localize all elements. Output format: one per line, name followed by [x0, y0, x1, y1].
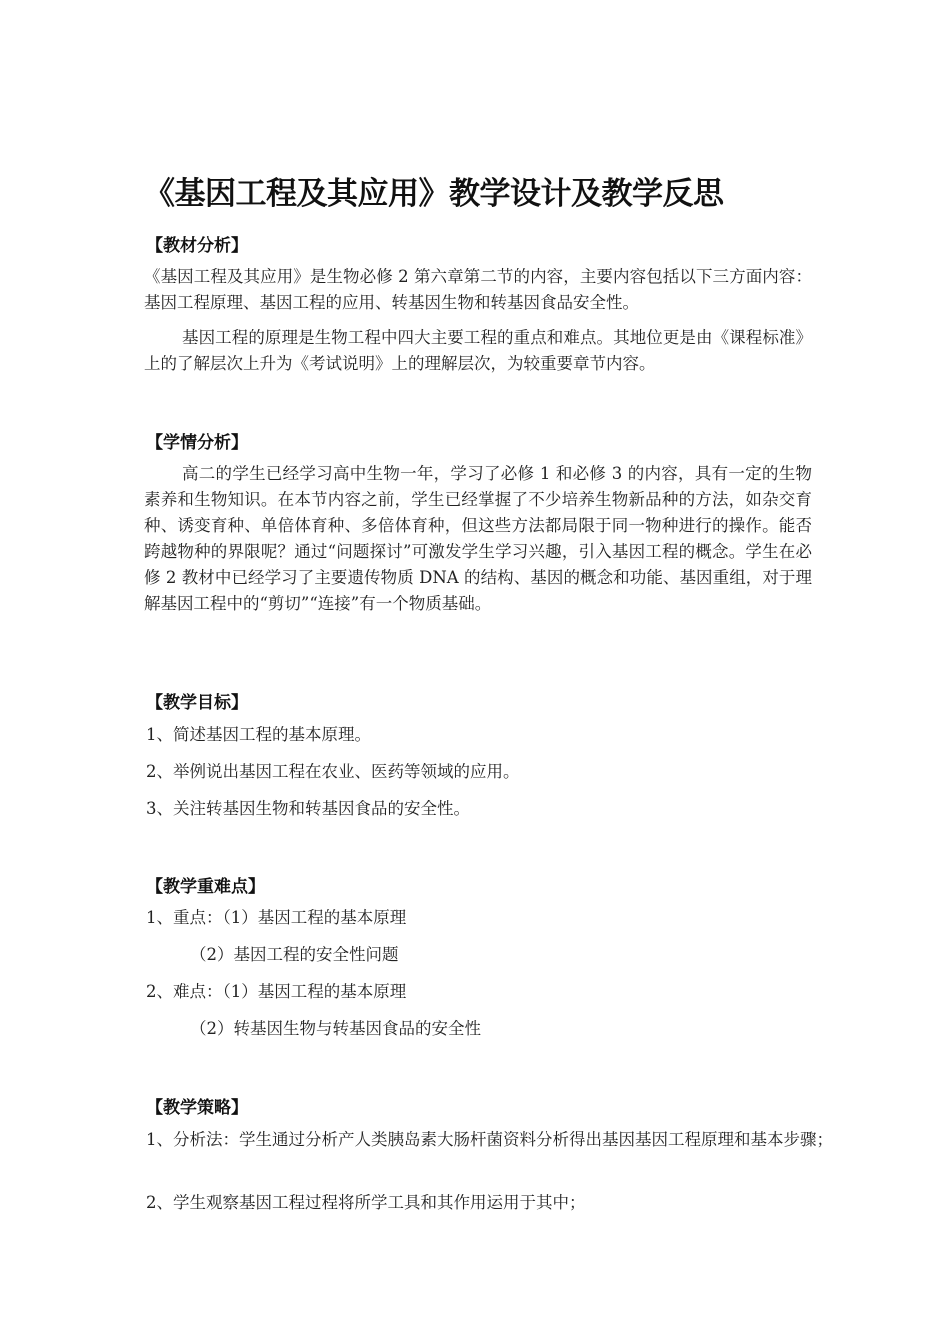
list-item: 2、难点：（1）基因工程的基本原理: [146, 982, 407, 1001]
section-heading-key-points: 【教学重难点】: [146, 877, 265, 897]
list-item: 1、分析法：学生通过分析产人类胰岛素大肠杆菌资料分析得出基因基因工程原理和基本步骤；: [146, 1130, 833, 1149]
list-item: 3、关注转基因生物和转基因食品的安全性。: [146, 799, 470, 818]
list-item: 2、举例说出基因工程在农业、医药等领域的应用。: [146, 762, 520, 781]
list-item: （2）基因工程的安全性问题: [190, 945, 399, 964]
list-item: 1、简述基因工程的基本原理。: [146, 725, 371, 744]
list-item: 2、学生观察基因工程过程将所学工具和其作用运用于其中；: [146, 1193, 586, 1212]
list-item: 1、重点：（1）基因工程的基本原理: [146, 908, 407, 927]
section-heading-teaching-strategy: 【教学策略】: [146, 1098, 248, 1118]
paragraph-textbook-1: 《基因工程及其应用》是生物必修 2 第六章第二节的内容，主要内容包括以下三方面内容：基因工程原理、基因工程的应用、转基因生物和转基因食品安全性。: [144, 267, 812, 312]
list-item: （2）转基因生物与转基因食品的安全性: [190, 1019, 481, 1038]
section-heading-teaching-goals: 【教学目标】: [146, 693, 248, 713]
paragraph-textbook-2: 基因工程的原理是生物工程中四大主要工程的重点和难点。其地位更是由《课程标准》上的了解层次上升为《考试说明》上的理解层次，为较重要章节内容。: [144, 328, 812, 373]
document-title: 《基因工程及其应用》教学设计及教学反思: [144, 176, 724, 212]
section-heading-student-analysis: 【学情分析】: [146, 433, 248, 453]
section-heading-textbook-analysis: 【教材分析】: [146, 236, 248, 256]
paragraph-student-analysis: 高二的学生已经学习高中生物一年，学习了必修 1 和必修 3 的内容，具有一定的生物素养和生物知识。在本节内容之前，学生已经掌握了不少培养生物新品种的方法，如杂交育种、诱变育种、单倍体育种、多倍体育种，但这些方法都局限于同一物种进行的操作。能否跨越物种的界限呢？通过“问题探讨”可激发学生学习兴趣，引入基因工程的概念。学生在必修 2 教材中已经学习了主要遗传物质 DNA 的结构、基因的概念和功能、基因重组，对于理解基因工程中的“剪切”“连接”有一个物质基础。: [144, 464, 812, 613]
